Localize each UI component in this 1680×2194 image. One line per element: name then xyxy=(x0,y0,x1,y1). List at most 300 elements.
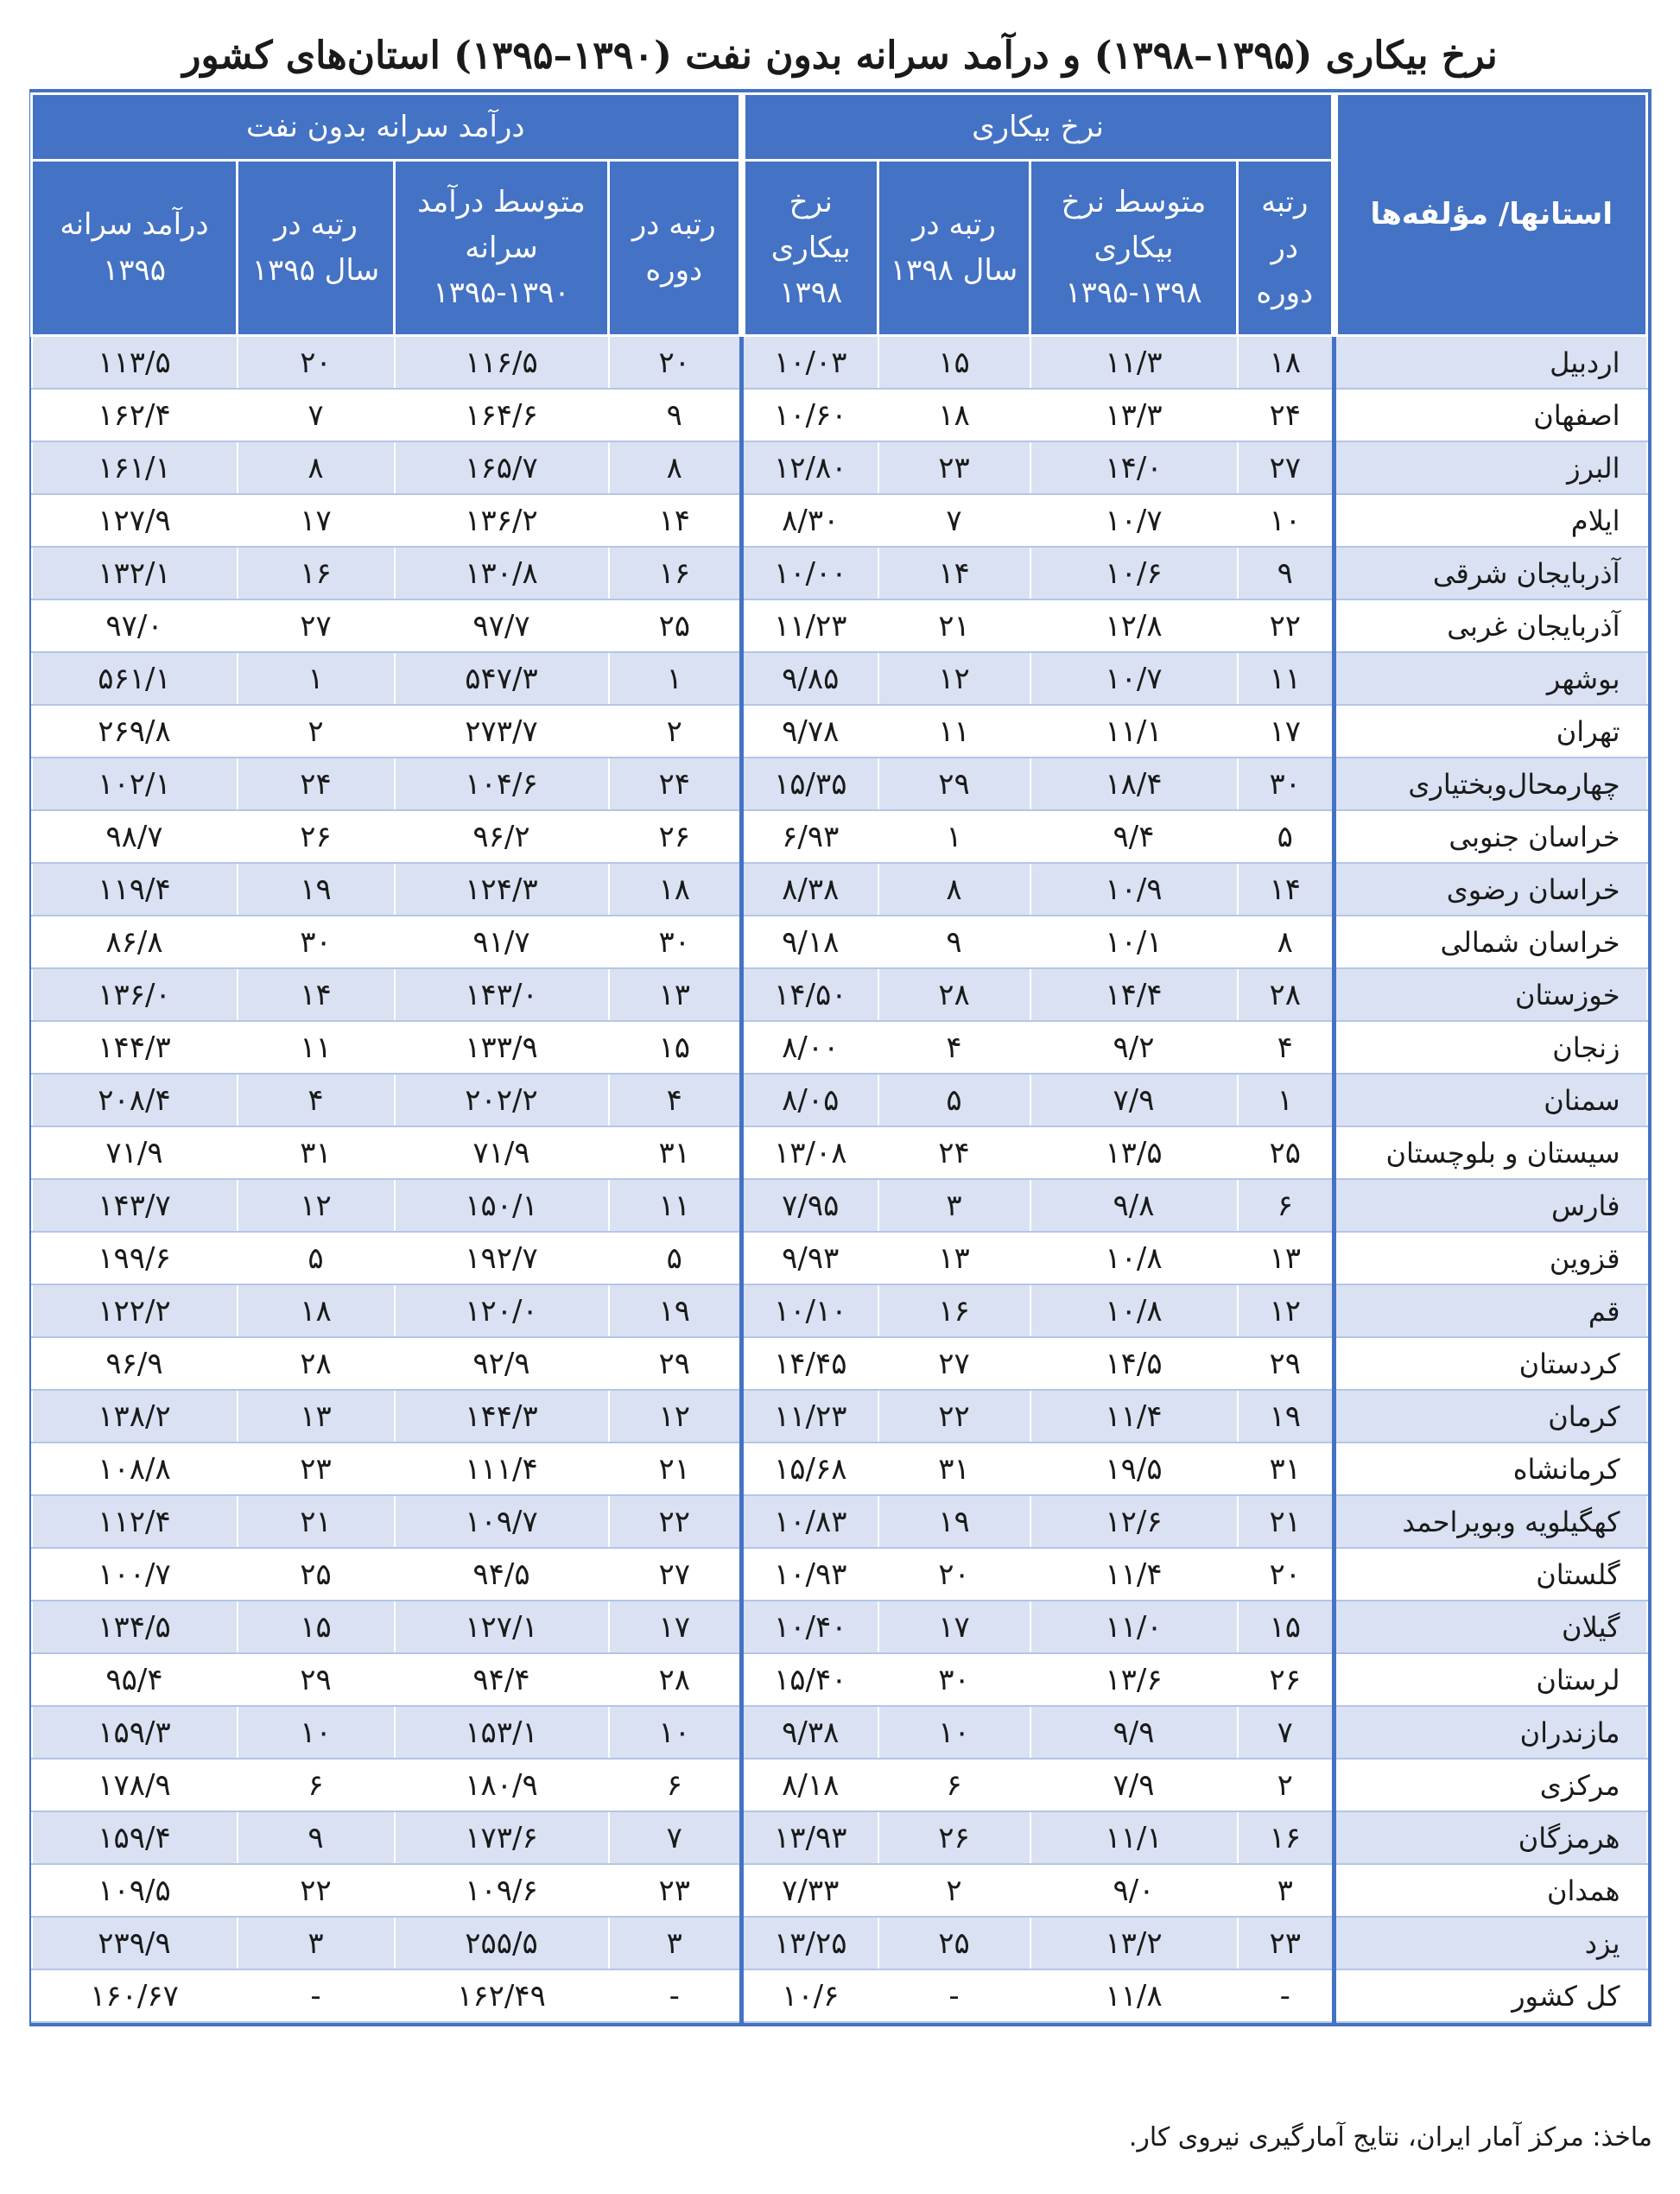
cell-i-rank-period: ۲۳ xyxy=(609,1864,742,1917)
cell-province: گیلان xyxy=(1334,1601,1647,1653)
cell-r-rank-period: ۲۹ xyxy=(1238,1337,1334,1390)
cell-r-rate: ۱۴/۴۵ xyxy=(742,1337,878,1390)
cell-r-rate: ۱۲/۸۰ xyxy=(742,441,878,494)
cell-i-income: ۱۲۲/۲ xyxy=(32,1284,238,1337)
cell-r-rank-year: ۳۰ xyxy=(878,1653,1030,1706)
cell-r-rank-period: ۲ xyxy=(1238,1759,1334,1811)
cell-r-avg: ۱۴/۰ xyxy=(1030,441,1238,494)
cell-r-rank-year: ۲۹ xyxy=(878,758,1030,810)
table-row xyxy=(32,652,1647,705)
cell-i-rank-year: ۲۱ xyxy=(238,1495,395,1548)
cell-i-rank-year: ۲۳ xyxy=(238,1443,395,1495)
table-row xyxy=(32,968,1647,1021)
cell-i-rank-period: ۲ xyxy=(609,705,742,758)
cell-province: البرز xyxy=(1334,441,1647,494)
cell-r-rank-period: ۳۰ xyxy=(1238,758,1334,810)
cell-i-rank-period: ۱۷ xyxy=(609,1601,742,1653)
cell-r-rank-year: ۴ xyxy=(878,1021,1030,1074)
cell-r-rate: ۹/۹۳ xyxy=(742,1232,878,1284)
cell-i-income: ۱۳۶/۰ xyxy=(32,968,238,1021)
cell-i-income: ۹۸/۷ xyxy=(32,810,238,863)
cell-province: گلستان xyxy=(1334,1548,1647,1601)
cell-i-income: ۱۱۲/۴ xyxy=(32,1495,238,1548)
cell-r-rate: ۹/۷۸ xyxy=(742,705,878,758)
cell-i-rank-year: ۴ xyxy=(238,1074,395,1126)
cell-r-rank-period: ۶ xyxy=(1238,1179,1334,1232)
cell-i-avg: ۱۰۴/۶ xyxy=(395,758,609,810)
cell-i-rank-year: ۳ xyxy=(238,1917,395,1969)
cell-i-income: ۱۶۰/۶۷ xyxy=(32,1969,238,2022)
table-row xyxy=(32,547,1647,599)
table-title: نرخ بیکاری (۱۳۹۵–۱۳۹۸) و درآمد سرانه بدون نفت (۱۳۹۰–۱۳۹۵) استان‌های کشور xyxy=(182,34,1498,78)
cell-i-rank-year: ۱۵ xyxy=(238,1601,395,1653)
cell-i-rank-year: ۵ xyxy=(238,1232,395,1284)
table-row xyxy=(32,1284,1647,1337)
cell-i-rank-period: ۳۰ xyxy=(609,916,742,968)
cell-i-avg: ۱۶۴/۶ xyxy=(395,389,609,441)
cell-province: خوزستان xyxy=(1334,968,1647,1021)
cell-r-avg: ۱۱/۴ xyxy=(1030,1548,1238,1601)
cell-i-rank-period: ۲۶ xyxy=(609,810,742,863)
cell-r-rank-year: ۷ xyxy=(878,494,1030,547)
cell-r-rank-period: ۷ xyxy=(1238,1706,1334,1759)
cell-r-rank-period: ۲۰ xyxy=(1238,1548,1334,1601)
cell-province: مازندران xyxy=(1334,1706,1647,1759)
cell-i-income: ۸۶/۸ xyxy=(32,916,238,968)
cell-province: خراسان جنوبی xyxy=(1334,810,1647,863)
header-r-rank-year: رتبه در سال ۱۳۹۸ xyxy=(878,161,1030,336)
cell-province: فارس xyxy=(1334,1179,1647,1232)
table-row xyxy=(32,1390,1647,1443)
cell-r-avg: ۱۸/۴ xyxy=(1030,758,1238,810)
table-row xyxy=(32,810,1647,863)
cell-r-rank-year: - xyxy=(878,1969,1030,2022)
cell-i-rank-year: ۱۱ xyxy=(238,1021,395,1074)
cell-r-rank-year: ۲۲ xyxy=(878,1390,1030,1443)
table-row xyxy=(32,1074,1647,1126)
header-unemployment-group: نرخ بیکاری xyxy=(742,94,1334,161)
cell-r-rank-period: ۱۷ xyxy=(1238,705,1334,758)
cell-i-rank-year: ۲۲ xyxy=(238,1864,395,1917)
header-r-rate: نرخ بیکاری ۱۳۹۸ xyxy=(742,161,878,336)
cell-i-income: ۱۵۹/۴ xyxy=(32,1811,238,1864)
cell-r-rank-period: ۴ xyxy=(1238,1021,1334,1074)
cell-r-rate: ۸/۳۰ xyxy=(742,494,878,547)
cell-r-rank-year: ۱۸ xyxy=(878,389,1030,441)
table-row xyxy=(32,758,1647,810)
cell-i-rank-year: ۱۶ xyxy=(238,547,395,599)
cell-r-rank-year: ۲۴ xyxy=(878,1126,1030,1179)
cell-r-rank-year: ۲ xyxy=(878,1864,1030,1917)
cell-i-income: ۱۴۴/۳ xyxy=(32,1021,238,1074)
source-note: ماخذ: مرکز آمار ایران، نتایج آمارگیری نیروی کار. xyxy=(1128,2122,1652,2153)
cell-i-avg: ۱۳۳/۹ xyxy=(395,1021,609,1074)
cell-r-rank-year: ۲۱ xyxy=(878,599,1030,652)
cell-i-avg: ۱۱۱/۴ xyxy=(395,1443,609,1495)
cell-i-income: ۱۱۳/۵ xyxy=(32,336,238,390)
table-row xyxy=(32,705,1647,758)
cell-r-rate: ۸/۱۸ xyxy=(742,1759,878,1811)
table-row xyxy=(32,441,1647,494)
cell-i-rank-year: ۲۹ xyxy=(238,1653,395,1706)
cell-r-rate: ۱۳/۰۸ xyxy=(742,1126,878,1179)
cell-i-income: ۱۴۳/۷ xyxy=(32,1179,238,1232)
table-row xyxy=(32,1759,1647,1811)
cell-r-avg: ۱۰/۶ xyxy=(1030,547,1238,599)
cell-i-rank-period: ۲۷ xyxy=(609,1548,742,1601)
cell-r-avg: ۱۱/۸ xyxy=(1030,1969,1238,2022)
cell-i-income: ۲۳۹/۹ xyxy=(32,1917,238,1969)
cell-i-avg: ۲۵۵/۵ xyxy=(395,1917,609,1969)
cell-r-rate: ۱۵/۴۰ xyxy=(742,1653,878,1706)
cell-i-avg: ۲۰۲/۲ xyxy=(395,1074,609,1126)
cell-province: خراسان شمالی xyxy=(1334,916,1647,968)
cell-i-avg: ۱۲۰/۰ xyxy=(395,1284,609,1337)
cell-r-rank-period: ۲۵ xyxy=(1238,1126,1334,1179)
cell-province: قم xyxy=(1334,1284,1647,1337)
cell-r-avg: ۹/۲ xyxy=(1030,1021,1238,1074)
cell-i-rank-period: ۲۴ xyxy=(609,758,742,810)
data-table-container xyxy=(29,89,1651,2026)
cell-r-rank-period: ۱۸ xyxy=(1238,336,1334,390)
cell-i-avg: ۱۰۹/۶ xyxy=(395,1864,609,1917)
cell-i-income: ۱۰۲/۱ xyxy=(32,758,238,810)
cell-r-avg: ۱۰/۷ xyxy=(1030,494,1238,547)
cell-i-income: ۱۰۸/۸ xyxy=(32,1443,238,1495)
table-row xyxy=(32,1601,1647,1653)
cell-province: کرمان xyxy=(1334,1390,1647,1443)
cell-i-income: ۵۶۱/۱ xyxy=(32,652,238,705)
cell-r-rate: ۸/۳۸ xyxy=(742,863,878,916)
cell-i-avg: ۱۵۰/۱ xyxy=(395,1179,609,1232)
cell-r-rank-year: ۱۲ xyxy=(878,652,1030,705)
cell-r-rank-year: ۹ xyxy=(878,916,1030,968)
header-i-rank-period: رتبه در دوره xyxy=(609,161,742,336)
cell-r-rank-year: ۱۹ xyxy=(878,1495,1030,1548)
cell-r-rate: ۱۵/۶۸ xyxy=(742,1443,878,1495)
cell-i-rank-period: ۲۸ xyxy=(609,1653,742,1706)
cell-i-avg: ۱۴۴/۳ xyxy=(395,1390,609,1443)
cell-i-rank-period: ۸ xyxy=(609,441,742,494)
cell-r-avg: ۱۳/۲ xyxy=(1030,1917,1238,1969)
cell-i-rank-year: ۲۰ xyxy=(238,336,395,390)
table-row xyxy=(32,1179,1647,1232)
cell-province: تهران xyxy=(1334,705,1647,758)
cell-province: مرکزی xyxy=(1334,1759,1647,1811)
cell-province: بوشهر xyxy=(1334,652,1647,705)
cell-province: کهگیلویه وبویراحمد xyxy=(1334,1495,1647,1548)
table-row xyxy=(32,1864,1647,1917)
header-group-row xyxy=(32,94,1647,161)
cell-i-rank-year: ۱ xyxy=(238,652,395,705)
cell-i-rank-year: ۱۰ xyxy=(238,1706,395,1759)
cell-i-income: ۱۱۹/۴ xyxy=(32,863,238,916)
cell-province: یزد xyxy=(1334,1917,1647,1969)
cell-r-rank-year: ۳۱ xyxy=(878,1443,1030,1495)
cell-i-rank-year: ۲۴ xyxy=(238,758,395,810)
cell-province: سمنان xyxy=(1334,1074,1647,1126)
cell-i-rank-year: ۳۰ xyxy=(238,916,395,968)
cell-i-rank-period: ۷ xyxy=(609,1811,742,1864)
cell-province: سیستان و بلوچستان xyxy=(1334,1126,1647,1179)
cell-i-avg: ۷۱/۹ xyxy=(395,1126,609,1179)
cell-i-rank-period: ۱۲ xyxy=(609,1390,742,1443)
cell-i-avg: ۹۴/۵ xyxy=(395,1548,609,1601)
cell-i-rank-year: ۲۸ xyxy=(238,1337,395,1390)
cell-i-income: ۱۲۷/۹ xyxy=(32,494,238,547)
cell-r-rate: ۱۳/۹۳ xyxy=(742,1811,878,1864)
cell-r-avg: ۱۱/۳ xyxy=(1030,336,1238,390)
cell-i-avg: ۱۷۳/۶ xyxy=(395,1811,609,1864)
cell-i-rank-year: ۱۹ xyxy=(238,863,395,916)
cell-i-rank-period: ۲۲ xyxy=(609,1495,742,1548)
table-row xyxy=(32,1811,1647,1864)
cell-i-rank-period: ۱۳ xyxy=(609,968,742,1021)
cell-r-rate: ۱۰/۶۰ xyxy=(742,389,878,441)
cell-r-rate: ۱۰/۰۳ xyxy=(742,336,878,390)
header-income-group: درآمد سرانه بدون نفت xyxy=(32,94,742,161)
cell-r-rank-year: ۱۱ xyxy=(878,705,1030,758)
cell-r-avg: ۱۹/۵ xyxy=(1030,1443,1238,1495)
cell-r-avg: ۱۱/۱ xyxy=(1030,1811,1238,1864)
cell-i-rank-period: ۹ xyxy=(609,389,742,441)
cell-province: چهارمحال‌وبختیاری xyxy=(1334,758,1647,810)
cell-province: اصفهان xyxy=(1334,389,1647,441)
cell-r-rank-year: ۲۸ xyxy=(878,968,1030,1021)
table-row xyxy=(32,863,1647,916)
cell-r-avg: ۱۰/۸ xyxy=(1030,1284,1238,1337)
cell-i-avg: ۹۲/۹ xyxy=(395,1337,609,1390)
cell-r-avg: ۷/۹ xyxy=(1030,1074,1238,1126)
cell-i-avg: ۹۱/۷ xyxy=(395,916,609,968)
cell-i-rank-year: - xyxy=(238,1969,395,2022)
cell-i-avg: ۱۱۶/۵ xyxy=(395,336,609,390)
cell-r-rate: ۶/۹۳ xyxy=(742,810,878,863)
cell-r-rate: ۷/۹۵ xyxy=(742,1179,878,1232)
cell-province: هرمزگان xyxy=(1334,1811,1647,1864)
table-row xyxy=(32,1232,1647,1284)
cell-r-avg: ۱۰/۷ xyxy=(1030,652,1238,705)
cell-r-avg: ۱۲/۶ xyxy=(1030,1495,1238,1548)
cell-r-rank-year: ۱۵ xyxy=(878,336,1030,390)
cell-i-rank-year: ۲۵ xyxy=(238,1548,395,1601)
cell-i-avg: ۹۶/۲ xyxy=(395,810,609,863)
table-row xyxy=(32,389,1647,441)
cell-r-rank-year: ۸ xyxy=(878,863,1030,916)
cell-i-income: ۹۶/۹ xyxy=(32,1337,238,1390)
header-i-rank-year: رتبه در سال ۱۳۹۵ xyxy=(238,161,395,336)
cell-r-rank-period: ۱۲ xyxy=(1238,1284,1334,1337)
cell-r-avg: ۱۴/۵ xyxy=(1030,1337,1238,1390)
cell-i-rank-period: ۱۱ xyxy=(609,1179,742,1232)
table-row xyxy=(32,1548,1647,1601)
cell-i-avg: ۹۷/۷ xyxy=(395,599,609,652)
cell-r-rank-year: ۲۰ xyxy=(878,1548,1030,1601)
cell-r-rate: ۱۳/۲۵ xyxy=(742,1917,878,1969)
cell-province: همدان xyxy=(1334,1864,1647,1917)
cell-i-income: ۱۵۹/۳ xyxy=(32,1706,238,1759)
cell-i-rank-year: ۱۳ xyxy=(238,1390,395,1443)
cell-province: کل کشور xyxy=(1334,1969,1647,2022)
cell-r-rank-period: ۱۶ xyxy=(1238,1811,1334,1864)
table-body xyxy=(32,336,1647,2023)
cell-r-rank-period: ۱۹ xyxy=(1238,1390,1334,1443)
header-r-avg: متوسط نرخ بیکاری ۱۳۹۸-۱۳۹۵ xyxy=(1030,161,1238,336)
cell-i-rank-period: ۴ xyxy=(609,1074,742,1126)
cell-r-rate: ۷/۳۳ xyxy=(742,1864,878,1917)
cell-r-rank-year: ۱۰ xyxy=(878,1706,1030,1759)
cell-r-avg: ۹/۸ xyxy=(1030,1179,1238,1232)
cell-r-rank-period: ۱۰ xyxy=(1238,494,1334,547)
cell-province: اردبیل xyxy=(1334,336,1647,390)
table-row xyxy=(32,1917,1647,1969)
cell-province: خراسان رضوی xyxy=(1334,863,1647,916)
cell-i-rank-period: ۵ xyxy=(609,1232,742,1284)
cell-r-avg: ۱۰/۸ xyxy=(1030,1232,1238,1284)
table-row xyxy=(32,336,1647,390)
header-r-rank-period: رتبه در دوره xyxy=(1238,161,1334,336)
cell-i-rank-year: ۱۷ xyxy=(238,494,395,547)
cell-r-rate: ۱۰/۶ xyxy=(742,1969,878,2022)
cell-province: لرستان xyxy=(1334,1653,1647,1706)
cell-r-rank-period: ۱ xyxy=(1238,1074,1334,1126)
cell-i-avg: ۹۴/۴ xyxy=(395,1653,609,1706)
cell-r-rank-year: ۱ xyxy=(878,810,1030,863)
cell-i-income: ۱۳۴/۵ xyxy=(32,1601,238,1653)
cell-r-rank-year: ۱۷ xyxy=(878,1601,1030,1653)
cell-i-rank-period: ۶ xyxy=(609,1759,742,1811)
cell-i-rank-period: - xyxy=(609,1969,742,2022)
cell-r-rate: ۱۱/۲۳ xyxy=(742,1390,878,1443)
cell-i-rank-period: ۱۴ xyxy=(609,494,742,547)
cell-i-rank-period: ۱۰ xyxy=(609,1706,742,1759)
cell-i-income: ۱۷۸/۹ xyxy=(32,1759,238,1811)
cell-i-rank-year: ۸ xyxy=(238,441,395,494)
cell-province: آذربایجان شرقی xyxy=(1334,547,1647,599)
header-i-income: درآمد سرانه ۱۳۹۵ xyxy=(32,161,238,336)
cell-i-rank-period: ۳۱ xyxy=(609,1126,742,1179)
cell-r-rate: ۱۵/۳۵ xyxy=(742,758,878,810)
cell-r-rate: ۱۰/۱۰ xyxy=(742,1284,878,1337)
cell-r-rank-period: ۸ xyxy=(1238,916,1334,968)
cell-i-rank-year: ۱۲ xyxy=(238,1179,395,1232)
cell-i-avg: ۱۲۷/۱ xyxy=(395,1601,609,1653)
cell-i-avg: ۱۴۳/۰ xyxy=(395,968,609,1021)
cell-i-avg: ۱۵۳/۱ xyxy=(395,1706,609,1759)
cell-i-rank-period: ۱۵ xyxy=(609,1021,742,1074)
cell-i-rank-period: ۲۰ xyxy=(609,336,742,390)
cell-r-avg: ۷/۹ xyxy=(1030,1759,1238,1811)
table-row xyxy=(32,494,1647,547)
cell-i-rank-year: ۳۱ xyxy=(238,1126,395,1179)
cell-r-avg: ۱۱/۴ xyxy=(1030,1390,1238,1443)
cell-i-avg: ۱۶۵/۷ xyxy=(395,441,609,494)
cell-r-rank-year: ۲۶ xyxy=(878,1811,1030,1864)
cell-i-income: ۱۶۲/۴ xyxy=(32,389,238,441)
cell-r-avg: ۹/۰ xyxy=(1030,1864,1238,1917)
cell-i-income: ۱۳۸/۲ xyxy=(32,1390,238,1443)
cell-province: ایلام xyxy=(1334,494,1647,547)
data-table xyxy=(30,92,1648,2023)
cell-r-avg: ۱۱/۱ xyxy=(1030,705,1238,758)
cell-r-rate: ۹/۱۸ xyxy=(742,916,878,968)
cell-i-rank-year: ۲۶ xyxy=(238,810,395,863)
cell-province: کرمانشاه xyxy=(1334,1443,1647,1495)
cell-province: زنجان xyxy=(1334,1021,1647,1074)
cell-i-income: ۱۳۲/۱ xyxy=(32,547,238,599)
table-row xyxy=(32,1021,1647,1074)
cell-i-avg: ۱۹۲/۷ xyxy=(395,1232,609,1284)
cell-r-rate: ۹/۳۸ xyxy=(742,1706,878,1759)
cell-r-rank-period: ۲۴ xyxy=(1238,389,1334,441)
cell-i-income: ۹۷/۰ xyxy=(32,599,238,652)
cell-r-rank-year: ۲۷ xyxy=(878,1337,1030,1390)
cell-i-rank-period: ۲۱ xyxy=(609,1443,742,1495)
cell-r-avg: ۱۰/۹ xyxy=(1030,863,1238,916)
cell-r-rank-period: ۳ xyxy=(1238,1864,1334,1917)
cell-i-income: ۱۰۹/۵ xyxy=(32,1864,238,1917)
cell-i-income: ۲۶۹/۸ xyxy=(32,705,238,758)
cell-r-rank-period: ۱۴ xyxy=(1238,863,1334,916)
table-row xyxy=(32,1443,1647,1495)
cell-r-rank-period: ۱۵ xyxy=(1238,1601,1334,1653)
cell-i-avg: ۲۷۳/۷ xyxy=(395,705,609,758)
cell-r-rank-period: ۵ xyxy=(1238,810,1334,863)
cell-r-rate: ۱۰/۰۰ xyxy=(742,547,878,599)
cell-i-income: ۹۵/۴ xyxy=(32,1653,238,1706)
cell-i-avg: ۵۴۷/۳ xyxy=(395,652,609,705)
cell-province: قزوین xyxy=(1334,1232,1647,1284)
cell-r-avg: ۹/۹ xyxy=(1030,1706,1238,1759)
cell-i-rank-year: ۱۸ xyxy=(238,1284,395,1337)
cell-i-avg: ۱۳۶/۲ xyxy=(395,494,609,547)
table-row xyxy=(32,916,1647,968)
cell-r-rate: ۱۰/۹۳ xyxy=(742,1548,878,1601)
cell-i-rank-period: ۲۵ xyxy=(609,599,742,652)
cell-r-rank-period: ۲۸ xyxy=(1238,968,1334,1021)
cell-r-rate: ۹/۸۵ xyxy=(742,652,878,705)
cell-i-income: ۲۰۸/۴ xyxy=(32,1074,238,1126)
cell-i-income: ۷۱/۹ xyxy=(32,1126,238,1179)
header-i-avg: متوسط درآمد سرانه ۱۳۹۰-۱۳۹۵ xyxy=(395,161,609,336)
cell-r-avg: ۱۰/۱ xyxy=(1030,916,1238,968)
table-row xyxy=(32,1653,1647,1706)
cell-i-avg: ۱۳۰/۸ xyxy=(395,547,609,599)
table-row xyxy=(32,1495,1647,1548)
cell-r-rate: ۱۰/۸۳ xyxy=(742,1495,878,1548)
cell-r-avg: ۱۳/۵ xyxy=(1030,1126,1238,1179)
cell-r-rank-year: ۳ xyxy=(878,1179,1030,1232)
cell-i-rank-period: ۱۹ xyxy=(609,1284,742,1337)
cell-r-rate: ۱۱/۲۳ xyxy=(742,599,878,652)
cell-i-avg: ۱۲۴/۳ xyxy=(395,863,609,916)
cell-i-avg: ۱۶۲/۴۹ xyxy=(395,1969,609,2022)
cell-i-income: ۱۰۰/۷ xyxy=(32,1548,238,1601)
cell-i-rank-year: ۲ xyxy=(238,705,395,758)
cell-r-rank-period: ۲۶ xyxy=(1238,1653,1334,1706)
cell-i-rank-period: ۳ xyxy=(609,1917,742,1969)
cell-i-income: ۱۹۹/۶ xyxy=(32,1232,238,1284)
cell-r-rank-period: ۲۳ xyxy=(1238,1917,1334,1969)
cell-r-rank-period: ۱۱ xyxy=(1238,652,1334,705)
cell-i-rank-period: ۱۸ xyxy=(609,863,742,916)
cell-r-rank-period: ۲۱ xyxy=(1238,1495,1334,1548)
cell-r-rank-year: ۵ xyxy=(878,1074,1030,1126)
table-row xyxy=(32,599,1647,652)
cell-r-rank-period: ۳۱ xyxy=(1238,1443,1334,1495)
cell-r-rank-year: ۱۳ xyxy=(878,1232,1030,1284)
cell-r-rank-year: ۱۶ xyxy=(878,1284,1030,1337)
